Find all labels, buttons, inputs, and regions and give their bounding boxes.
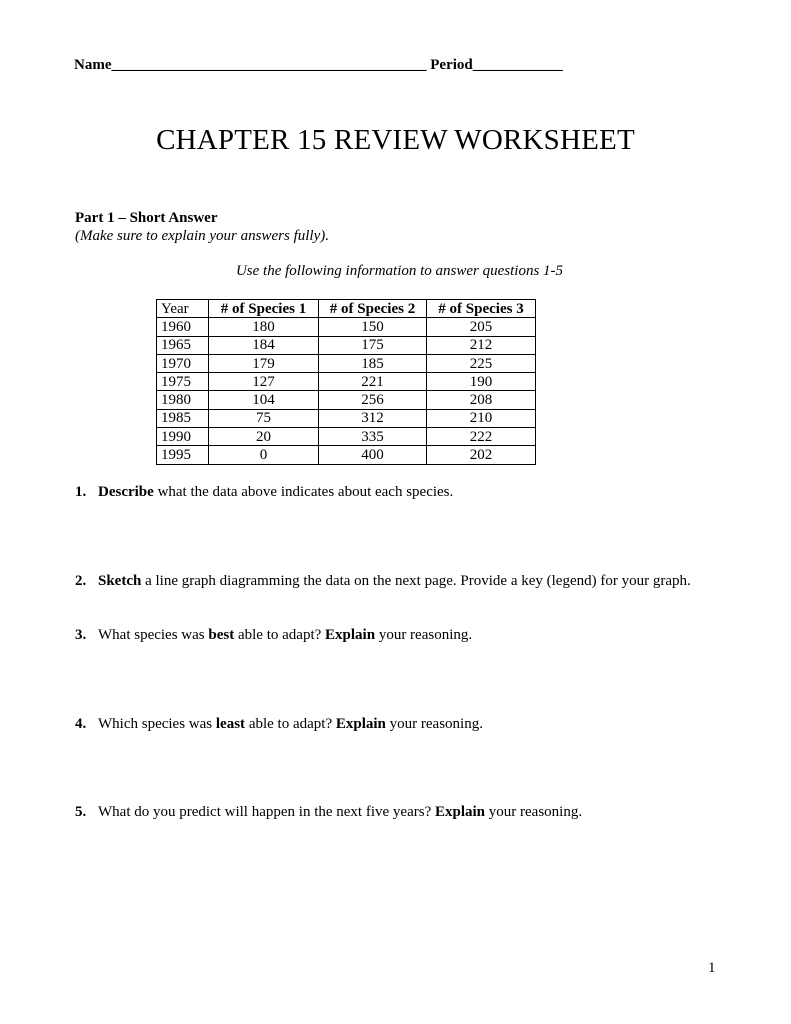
species-1-cell: 75 bbox=[209, 409, 319, 427]
question-text: a line graph diagramming the data on the next page. Provide a key (legend) for your graph. bbox=[141, 573, 691, 589]
species-2-cell: 335 bbox=[319, 428, 427, 446]
question-keyword: best bbox=[208, 627, 235, 643]
period-label: Period bbox=[430, 57, 473, 73]
table-instruction: Use the following information to answer questions 1-5 bbox=[235, 263, 564, 279]
part1-heading: Part 1 – Short Answer bbox=[75, 210, 218, 226]
species-3-cell: 208 bbox=[427, 391, 536, 409]
year-cell: 1960 bbox=[157, 318, 209, 336]
question-number: 3. bbox=[75, 627, 87, 643]
year-cell: 1965 bbox=[157, 336, 209, 354]
species-2-cell: 221 bbox=[319, 373, 427, 391]
question-keyword: least bbox=[215, 716, 246, 732]
species-2-cell: 175 bbox=[319, 336, 427, 354]
question-text: able to adapt? bbox=[234, 627, 326, 643]
question-number: 5. bbox=[75, 804, 87, 820]
species-1-cell: 20 bbox=[209, 428, 319, 446]
table-row bbox=[157, 409, 536, 427]
species-1-cell: 104 bbox=[209, 391, 319, 409]
species-3-cell: 205 bbox=[427, 318, 536, 336]
species-3-cell: 210 bbox=[427, 409, 536, 427]
table-row bbox=[157, 373, 536, 391]
name-label: Name bbox=[74, 57, 112, 73]
period-blank[interactable]: ____________ bbox=[472, 57, 563, 73]
question-text: your reasoning. bbox=[375, 627, 473, 643]
table-row bbox=[157, 336, 536, 354]
worksheet-title: CHAPTER 15 REVIEW WORKSHEET bbox=[156, 124, 635, 156]
question-text: What do you predict will happen in the next five years? bbox=[98, 804, 435, 820]
question-keyword: Describe bbox=[98, 484, 154, 500]
table-row bbox=[157, 391, 536, 409]
question-1 bbox=[75, 484, 453, 501]
column-header-species-3: # of Species 3 bbox=[427, 300, 536, 318]
year-cell: 1995 bbox=[157, 446, 209, 464]
table-row bbox=[157, 318, 536, 336]
question-keyword: Explain bbox=[335, 716, 386, 732]
table-row bbox=[157, 428, 536, 446]
question-number: 4. bbox=[75, 716, 87, 732]
species-2-cell: 256 bbox=[319, 391, 427, 409]
year-cell: 1975 bbox=[157, 373, 209, 391]
question-text: what the data above indicates about each species. bbox=[153, 484, 454, 500]
species-3-cell: 225 bbox=[427, 354, 536, 372]
species-2-cell: 312 bbox=[319, 409, 427, 427]
question-number: 2. bbox=[75, 573, 87, 589]
species-3-cell: 212 bbox=[427, 336, 536, 354]
question-4 bbox=[75, 716, 483, 733]
species-2-cell: 185 bbox=[319, 354, 427, 372]
question-text: your reasoning. bbox=[385, 716, 483, 732]
question-keyword: Explain bbox=[325, 627, 376, 643]
table-row bbox=[157, 446, 536, 464]
species-data-table bbox=[156, 299, 536, 465]
species-1-cell: 127 bbox=[209, 373, 319, 391]
species-1-cell: 184 bbox=[209, 336, 319, 354]
species-1-cell: 0 bbox=[209, 446, 319, 464]
species-1-cell: 180 bbox=[209, 318, 319, 336]
question-keyword: Explain bbox=[434, 804, 486, 820]
column-header-year: Year bbox=[157, 300, 209, 318]
question-text: Which species was bbox=[98, 716, 216, 732]
question-keyword: Sketch bbox=[98, 573, 142, 589]
question-text: What species was bbox=[98, 627, 209, 643]
table-row bbox=[157, 354, 536, 372]
table-header-row bbox=[157, 300, 536, 318]
question-3 bbox=[75, 627, 472, 644]
species-1-cell: 179 bbox=[209, 354, 319, 372]
name-blank[interactable]: __________________________________________ bbox=[111, 57, 427, 73]
species-2-cell: 400 bbox=[319, 446, 427, 464]
year-cell: 1985 bbox=[157, 409, 209, 427]
species-3-cell: 190 bbox=[427, 373, 536, 391]
column-header-species-1: # of Species 1 bbox=[209, 300, 319, 318]
species-3-cell: 222 bbox=[427, 428, 536, 446]
page-number: 1 bbox=[708, 960, 716, 976]
question-text: your reasoning. bbox=[485, 804, 583, 820]
year-cell: 1990 bbox=[157, 428, 209, 446]
column-header-species-2: # of Species 2 bbox=[319, 300, 427, 318]
part1-note: (Make sure to explain your answers fully). bbox=[75, 228, 329, 244]
question-2 bbox=[75, 573, 691, 590]
species-2-cell: 150 bbox=[319, 318, 427, 336]
species-3-cell: 202 bbox=[427, 446, 536, 464]
year-cell: 1980 bbox=[157, 391, 209, 409]
question-text: able to adapt? bbox=[245, 716, 336, 732]
name-period-line bbox=[74, 57, 563, 74]
question-number: 1. bbox=[75, 484, 87, 500]
question-5 bbox=[75, 804, 582, 821]
year-cell: 1970 bbox=[157, 354, 209, 372]
